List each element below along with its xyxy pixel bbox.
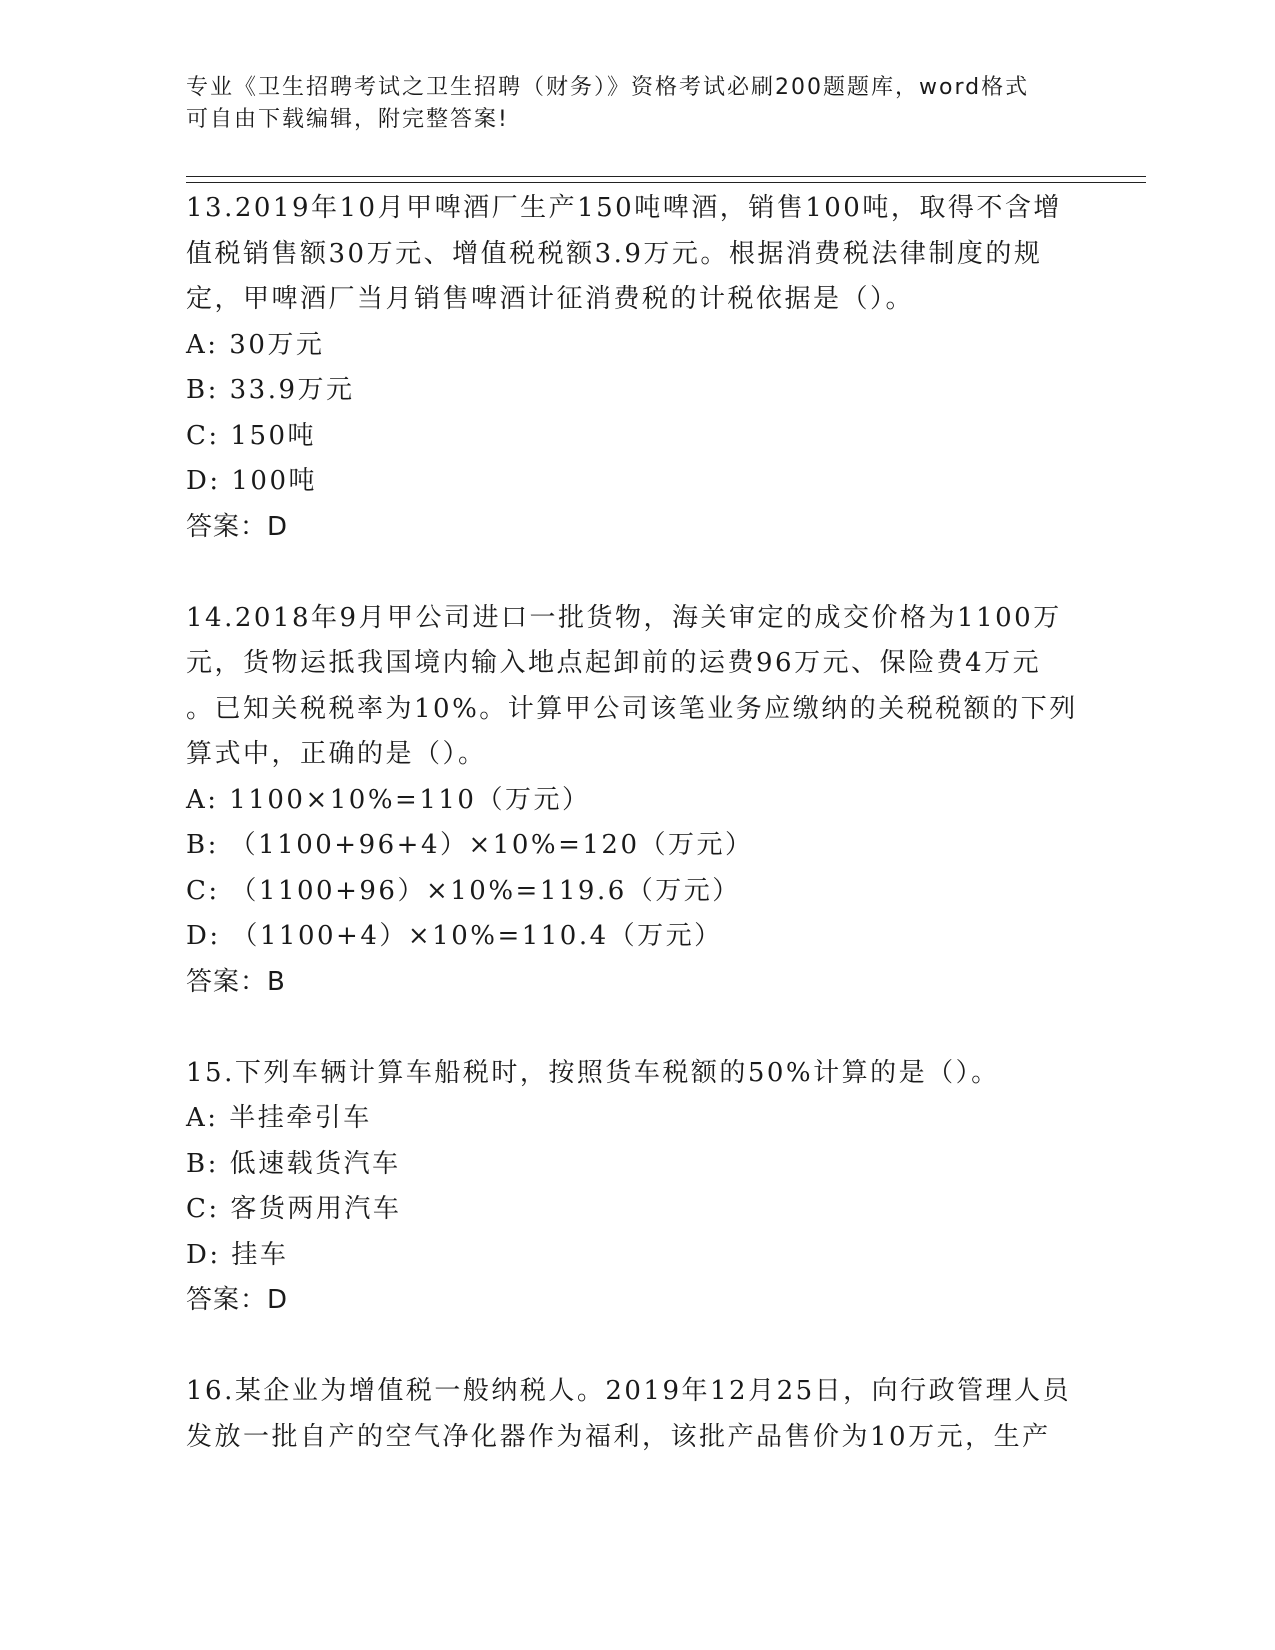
option-a: A: 1100×10%=110（万元） bbox=[186, 784, 591, 815]
question-list bbox=[186, 186, 1086, 1460]
question-14 bbox=[186, 596, 1086, 1006]
header-divider bbox=[186, 182, 1146, 183]
spacer bbox=[186, 1005, 1086, 1051]
option-d: D: 100吨 bbox=[186, 466, 317, 496]
question-text: 16.某企业为增值税一般纳税人。2019年12月25日，向行政管理人员 bbox=[186, 1376, 1072, 1406]
question-16 bbox=[186, 1369, 1086, 1460]
question-text: 发放一批自产的空气净化器作为福利，该批产品售价为10万元，生产 bbox=[186, 1421, 1051, 1452]
question-text: 定，甲啤酒厂当月销售啤酒计征消费税的计税依据是（）。 bbox=[186, 284, 915, 314]
answer: 答案：D bbox=[186, 511, 289, 542]
question-text: 15.下列车辆计算车船税时，按照货车税额的50%计算的是（）。 bbox=[186, 1057, 1000, 1088]
header-divider bbox=[186, 176, 1146, 177]
option-a: A: 30万元 bbox=[186, 329, 325, 360]
option-b: B: 低速载货汽车 bbox=[186, 1148, 401, 1179]
document-header bbox=[186, 72, 1066, 136]
question-text: 13.2019年10月甲啤酒厂生产150吨啤酒，销售100吨，取得不含增 bbox=[186, 193, 1062, 223]
spacer bbox=[186, 550, 1086, 596]
question-text: 。已知关税税率为10%。计算甲公司该笔业务应缴纳的关税税额的下列 bbox=[186, 693, 1078, 724]
question-13 bbox=[186, 186, 1086, 550]
question-15 bbox=[186, 1051, 1086, 1324]
option-d: D: （1100+4）×10%=110.4（万元） bbox=[186, 921, 723, 951]
option-c: C: 150吨 bbox=[186, 420, 317, 451]
header-line: 专业《卫生招聘考试之卫生招聘（财务）》资格考试必刷200题题库，word格式 bbox=[186, 75, 1030, 100]
option-d: D: 挂车 bbox=[186, 1239, 289, 1270]
question-text: 值税销售额30万元、增值税税额3.9万元。根据消费税法律制度的规 bbox=[186, 238, 1043, 269]
header-line: 可自由下载编辑，附完整答案! bbox=[186, 107, 509, 132]
option-a: A: 半挂牵引车 bbox=[186, 1103, 372, 1133]
question-text: 元，货物运抵我国境内输入地点起卸前的运费96万元、保险费4万元 bbox=[186, 648, 1042, 678]
option-b: B: （1100+96+4）×10%=120（万元） bbox=[186, 830, 754, 860]
spacer bbox=[186, 1324, 1086, 1370]
question-text: 14.2018年9月甲公司进口一批货物，海关审定的成交价格为1100万 bbox=[186, 602, 1062, 633]
answer: 答案：B bbox=[186, 966, 286, 997]
option-c: C: 客货两用汽车 bbox=[186, 1194, 402, 1224]
option-b: B: 33.9万元 bbox=[186, 375, 355, 405]
option-c: C: （1100+96）×10%=119.6（万元） bbox=[186, 875, 741, 906]
question-text: 算式中，正确的是（）。 bbox=[186, 739, 487, 769]
answer: 答案：D bbox=[186, 1285, 289, 1315]
